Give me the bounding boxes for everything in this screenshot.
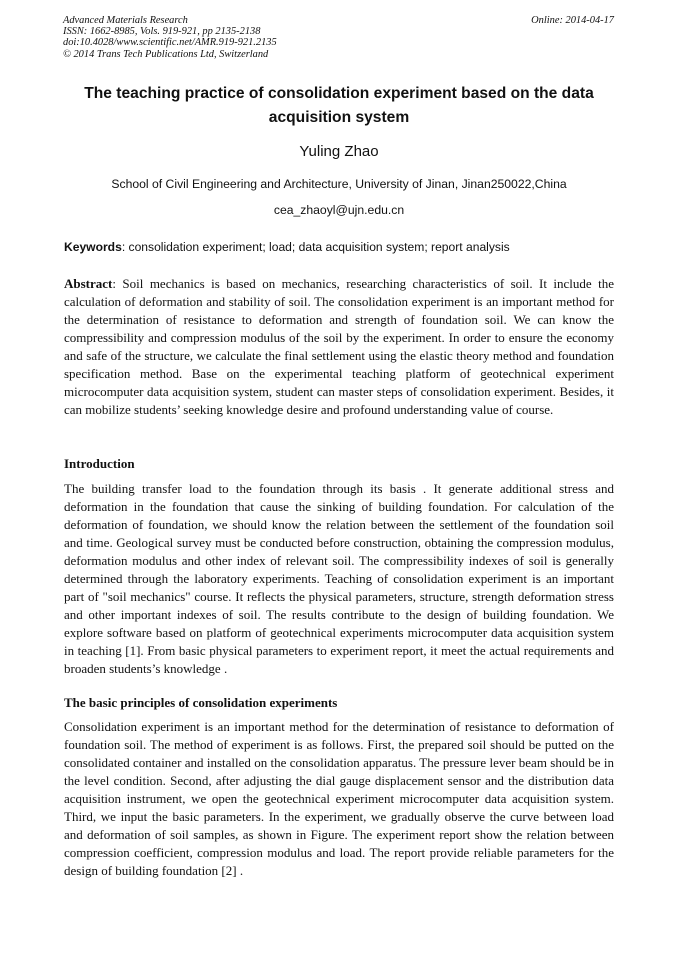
basic-principles-heading: The basic principles of consolidation experiments bbox=[64, 695, 338, 710]
paper-title: The teaching practice of consolidation experiment based on the data acquisition system bbox=[84, 85, 594, 126]
abstract-label: Abstract bbox=[64, 276, 113, 291]
abstract-paragraph bbox=[64, 275, 614, 419]
doi-line: doi:10.4028/www.scientific.net/AMR.919-921.2135 bbox=[63, 37, 277, 49]
journal-header bbox=[63, 15, 277, 60]
introduction-heading: Introduction bbox=[64, 456, 135, 471]
keywords-text: : consolidation experiment; load; data acquisition system; report analysis bbox=[121, 240, 510, 254]
issn-line: ISSN: 1662-8985, Vols. 919-921, pp 2135-2138 bbox=[63, 26, 261, 38]
author-affiliation: School of Civil Engineering and Architecture, University of Jinan, Jinan250022,China bbox=[111, 177, 567, 191]
copyright-line: © 2014 Trans Tech Publications Ltd, Switzerland bbox=[63, 48, 269, 60]
online-date bbox=[531, 15, 614, 26]
online-date-text: Online: 2014-04-17 bbox=[531, 15, 614, 26]
keywords-label: Keywords bbox=[64, 240, 122, 254]
author-name: Yuling Zhao bbox=[299, 143, 379, 160]
abstract-text: : Soil mechanics is based on mechanics, researching characteristics of soil. It include the calculation of deformation and stability of soil. The consolidation experiment is an important method for the determination of resistance to deformation and strength of foundation soil. We can know the compressibility and compression modulus of the soil by the experiment. In order to ensure the economy and safe of the structure, we calculate the final settlement using the elastic theory method and foundation specification method. Base on the experimental teaching platform of geotechnical experiment microcomputer data acquisition system, student can master steps of consolidation experiment. Besides, it can mobilize students’ seeking knowledge desire and profound understanding value of course. bbox=[64, 276, 614, 417]
journal-name: Advanced Materials Research bbox=[63, 15, 188, 26]
introduction-paragraph: The building transfer load to the foundation through its basis . It generate additional stress and deformation in the foundation that cause the sinking of building foundation. For calculation of the deformation of foundation, we should know the relation between the settlement of the foundation soil and time. Geological survey must be conducted before construction, obtaining the compression modulus, deformation modulus and other index of relevant soil. The compressibility indexes of soil is generally determined through the laboratory experiments. Teaching of consolidation experiment is an important part of "soil mechanics" course. It reflects the physical parameters, structure, strength deformation stress and other important indexes of soil. The results contribute to the design of building foundation. We explore software based on platform of geotechnical experiments microcomputer data acquisition system in teaching [1]. From basic physical parameters to experiment report, it meet the actual requirements and broaden students’s knowledge . bbox=[64, 481, 614, 676]
basic-principles-paragraph: Consolidation experiment is an important method for the determination of resistance to deformation of foundation soil. The method of experiment is as follows. First, the prepared soil should be putted on the consolidated container and installed on the consolidation apparatus. The pressure lever beam should be in the level condition. Second, after adjusting the dial gauge displacement sensor and the distribution data acquisition instrument, we open the geotechnical experiment microcomputer data acquisition system. Third, we input the basic parameters. In the experiment, we gradually observe the curve between load and deformation of soil samples, as shown in Figure. The experiment report show the relation between compression coefficient, compression modulus and load. The report provide reliable parameters for the design of building foundation [2] . bbox=[64, 719, 614, 878]
author-email: cea_zhaoyl@ujn.edu.cn bbox=[273, 203, 405, 217]
keywords-line bbox=[64, 240, 619, 254]
